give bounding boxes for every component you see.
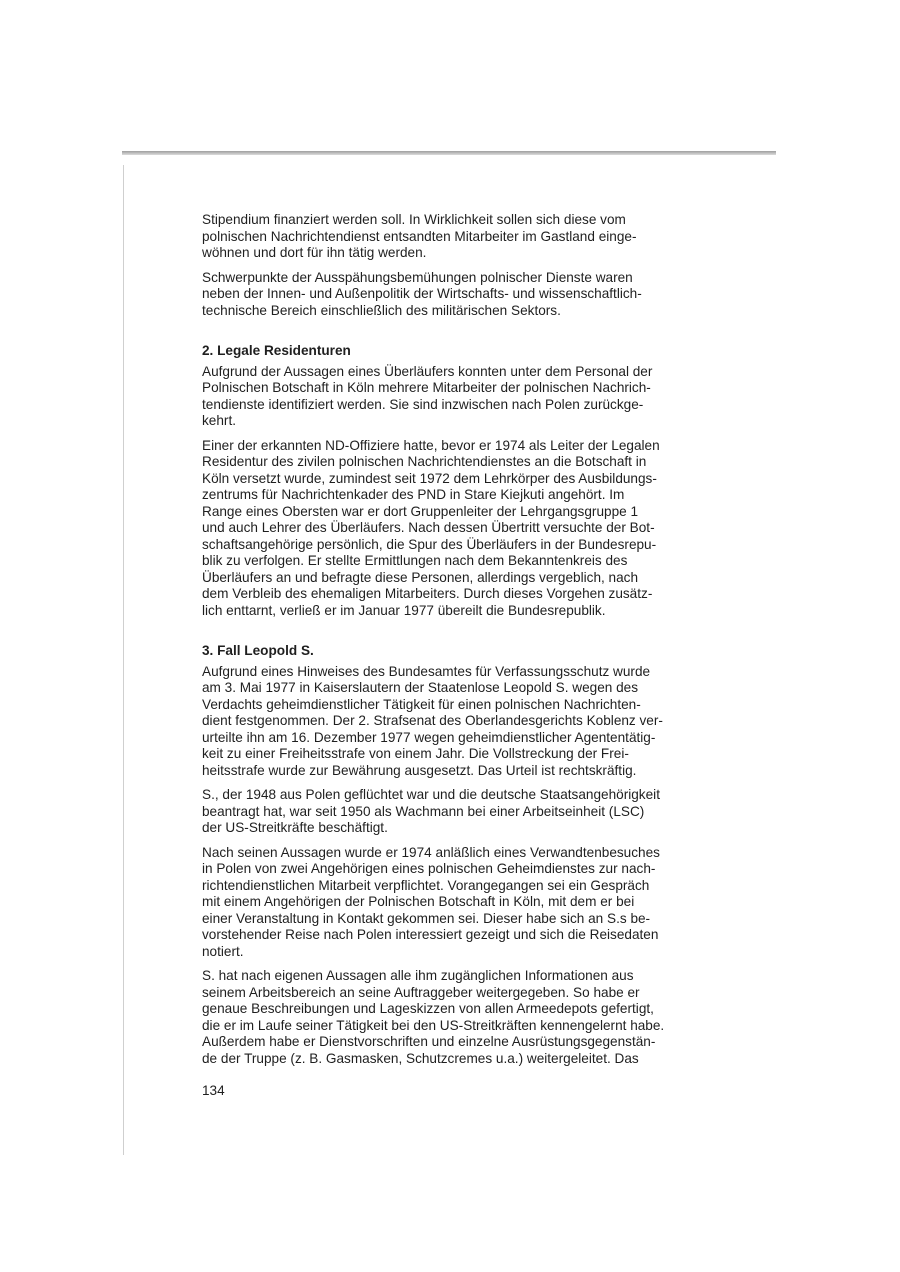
section-3-paragraph-4: S. hat nach eigenen Aussagen alle ihm zugänglichen Informationen aus seinem Arbeitsbereich an seine Auftraggeber weitergegeben. So habe er genaue Beschreibungen und Lageskizzen von allen Armeedepots gefertigt, die er im Laufe seiner Tätigkeit bei den US-Streitkräften kennengelernt habe. Außerdem habe er Dienstvorschriften und einzelne Ausrüstungsgegenstän- de der Truppe (z. B. Gasmasken, Schutzcremes u.a.) weitergeleitet. Das — [202, 968, 665, 1066]
intro-paragraph-2: Schwerpunkte der Ausspähungsbemühungen polnischer Dienste waren neben der Innen- und Außenpolitik der Wirtschafts- und wissenschaftlich- technische Bereich einschließlich des militärischen Sektors. — [202, 269, 642, 318]
section-3-paragraph-1: Aufgrund eines Hinweises des Bundesamtes für Verfassungsschutz wurde am 3. Mai 1977 in Kaiserslautern der Staatenlose Leopold S. wegen des Verdachts geheimdienstlicher Tätigkeit für einen polnischen Nachrichten- dient festgenommen. Der 2. Strafsenat des Oberlandesgerichts Koblenz ver- urteilte ihn am 16. Dezember 1977 wegen geheimdienstlicher Agententätig- keit zu einer Freiheitsstrafe von einem Jahr. Die Vollstreckung der Frei- heitsstrafe wurde zur Bewährung ausgesetzt. Das Urteil ist rechtskräftig. — [202, 663, 663, 778]
section-heading-legale-residenturen: 2. Legale Residenturen — [202, 343, 351, 358]
page-top-edge-shadow — [122, 151, 776, 155]
intro-paragraph-1: Stipendium finanziert werden soll. In Wirklichkeit sollen sich diese vom polnischen Nachrichtendienst entsandten Mitarbeiter im Gastland einge- wöhnen und dort für ihn tätig werden. — [202, 212, 637, 260]
page-number: 134 — [202, 1083, 225, 1098]
section-heading-fall-leopold: 3. Fall Leopold S. — [202, 643, 314, 658]
section-2-paragraph-1: Aufgrund der Aussagen eines Überläufers konnten unter dem Personal der Polnischen Botschaft in Köln mehrere Mitarbeiter der polnischen Nachrich- tendienste identifiziert werden. Sie sind inzwischen nach Polen zurückge- kehrt. — [202, 363, 653, 428]
section-3-paragraph-3: Nach seinen Aussagen wurde er 1974 anläßlich eines Verwandtenbesuches in Polen von zwei Angehörigen eines polnischen Geheimdienstes zur nach- richtendienstlichen Mitarbeit verpflichtet. Vorangegangen sei ein Gespräch mit einem Angehörigen der Polnischen Botschaft in Köln, mit dem er bei einer Veranstaltung in Kontakt gekommen sei. Dieser habe sich an S.s be- vorstehender Reise nach Polen interessiert gezeigt und sich die Reisedaten notiert. — [202, 844, 660, 959]
page-left-edge — [123, 165, 124, 1155]
page-body — [202, 212, 712, 1067]
section-2-paragraph-2: Einer der erkannten ND-Offiziere hatte, bevor er 1974 als Leiter der Legalen Residentur des zivilen polnischen Nachrichtendienstes an die Botschaft in Köln versetzt wurde, zumindest seit 1972 dem Lehrkörper des Ausbildungs- zentrums für Nachrichtenkader des PND in Stare Kiejkuti angehört. Im Range eines Obersten war er dort Gruppenleiter der Lehrgangsgruppe 1 und auch Lehrer des Überläufers. Nach dessen Übertritt versuchte der Bot- schaftsangehörige persönlich, die Spur des Überläufers in der Bundesrepu- blik zu verfolgen. Er stellte Ermittlungen nach dem Bekanntenkreis des Überläufers an und befragte diese Personen, allerdings vergeblich, nach dem Verbleib des ehemaligen Mitarbeiters. Durch dieses Vorgehen zusätz- lich enttarnt, verließ er im Januar 1977 übereilt die Bundesrepublik. — [202, 437, 660, 618]
section-3-paragraph-2: S., der 1948 aus Polen geflüchtet war und die deutsche Staatsangehörigkeit beantragt hat, war seit 1950 als Wachmann bei einer Arbeitseinheit (LSC) der US-Streitkräfte beschäftigt. — [202, 787, 660, 835]
